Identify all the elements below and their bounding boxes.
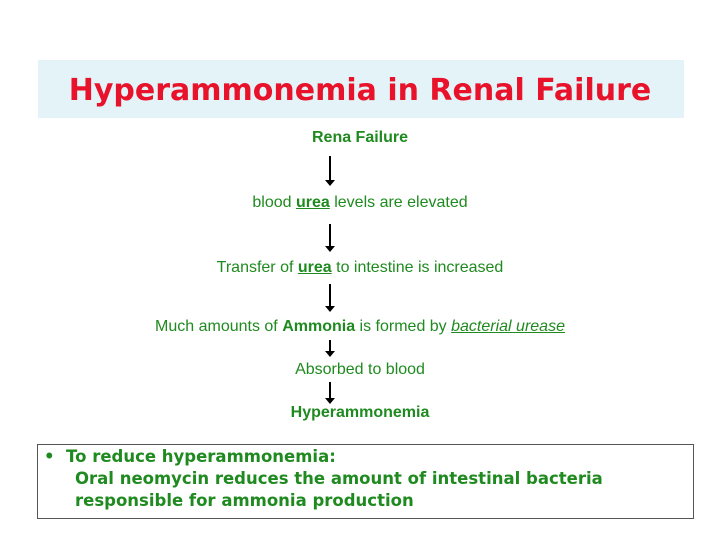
flow-step-absorbed: Absorbed to blood [295,361,425,378]
urea-term: urea [295,194,330,211]
bullet-point: • [44,447,55,466]
flow-arrow-1 [324,156,336,186]
treatment-line-1: Oral neomycin reduces the amount of intestinal bacteria [75,469,603,488]
ammonia-term: Ammonia [282,318,356,335]
slide-title: Hyperammonemia in Renal Failure [68,73,652,108]
flow-arrow-4 [324,340,336,357]
flow-arrow-2 [324,224,336,252]
flow-arrow-5 [324,382,336,404]
flow-step-ammonia-formed: Much amounts of Ammonia is formed by bacterial urease [155,318,565,335]
flow-step-urea-transfer: Transfer of urea to intestine is increased [216,259,504,276]
treatment-note-box [37,444,694,519]
flow-step-renal-failure: Rena Failure [311,129,409,146]
treatment-line-2: responsible for ammonia production [75,491,414,510]
bacterial-urease-term: bacterial urease [451,318,565,335]
urea-term: urea [297,259,332,276]
treatment-heading: • To reduce hyperammonemia: [44,447,336,466]
flow-step-hyperammonemia: Hyperammonemia [290,404,430,421]
flow-step-urea-elevated: blood urea levels are elevated [252,194,468,211]
flow-arrow-3 [324,284,336,312]
